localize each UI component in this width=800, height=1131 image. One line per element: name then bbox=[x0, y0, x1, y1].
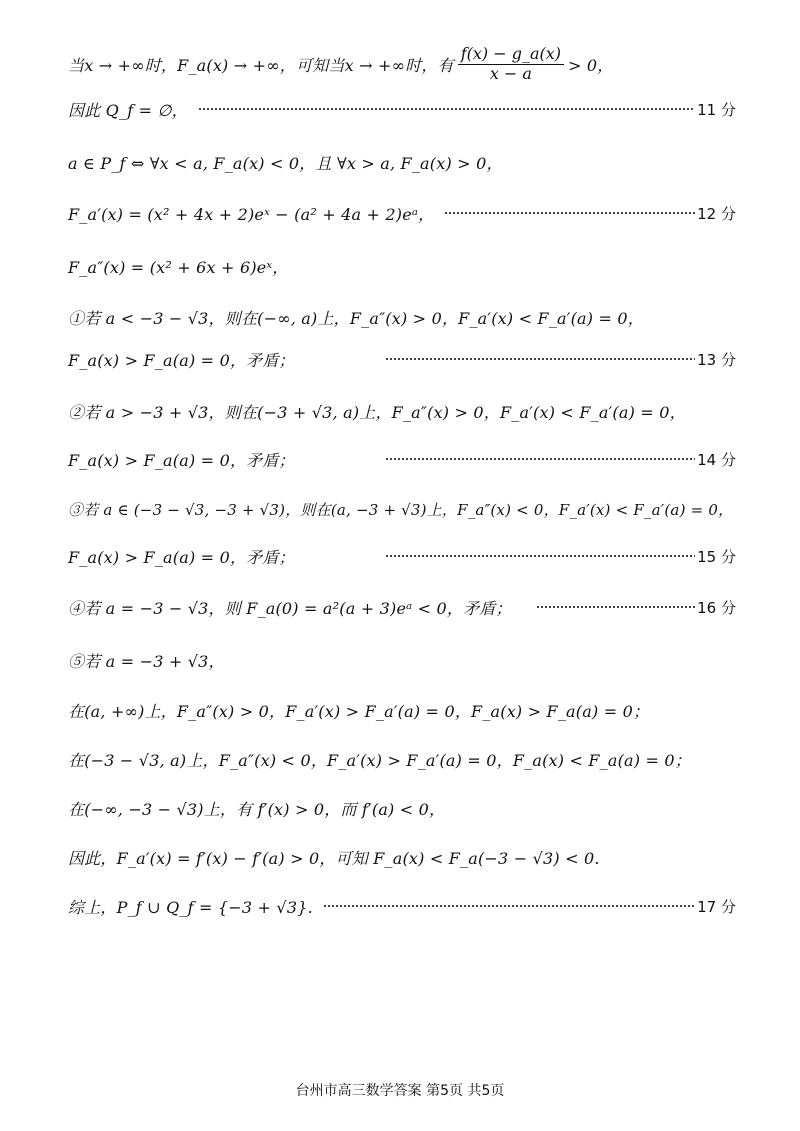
line-6 bbox=[68, 302, 736, 332]
line-12-text: ④若 a = −3 − √3，则 F_a(0) = a²(a + 3)eᵃ < 0，矛盾； bbox=[68, 598, 512, 618]
leader-dots bbox=[444, 212, 695, 214]
fraction-denominator: x − a bbox=[489, 63, 532, 83]
line-17 bbox=[68, 842, 736, 872]
line-13 bbox=[68, 645, 736, 675]
score-mark: 14 分 bbox=[697, 450, 736, 469]
line-15-text: 在(−3 − √3, a)上，F_a″(x) < 0，F_a′(x) > F_a′(a) = 0，F_a(x) < F_a(a) = 0； bbox=[68, 750, 691, 770]
line-14 bbox=[68, 695, 736, 725]
score-mark: 13 分 bbox=[697, 350, 736, 369]
line-5 bbox=[68, 251, 736, 281]
line-7-text: F_a(x) > F_a(a) = 0，矛盾； bbox=[68, 350, 295, 370]
leader-dots bbox=[536, 606, 695, 608]
line-15 bbox=[68, 744, 736, 774]
line-18-text: 综上，P_f ∪ Q_f = {−3 + √3}. bbox=[68, 897, 313, 917]
line-9 bbox=[68, 444, 736, 474]
fraction-numerator: f(x) − g_a(x) bbox=[458, 45, 564, 64]
line-1-text: 当x → +∞时，F_a(x) → +∞，可知当x → +∞时，有 bbox=[68, 55, 454, 75]
line-3 bbox=[68, 147, 736, 177]
line-2 bbox=[68, 94, 736, 124]
score-mark: 12 分 bbox=[697, 204, 736, 223]
line-6-text: ①若 a < −3 − √3，则在(−∞, a)上，F_a″(x) > 0，F_a′(x) < F_a′(a) = 0， bbox=[68, 308, 644, 328]
line-11 bbox=[68, 541, 736, 571]
line-4 bbox=[68, 198, 736, 228]
score-mark: 17 分 bbox=[697, 897, 736, 916]
line-18 bbox=[68, 891, 736, 921]
line-1-fraction bbox=[458, 45, 564, 83]
leader-dots bbox=[385, 555, 695, 557]
line-8-text: ②若 a > −3 + √3，则在(−3 + √3, a)上，F_a″(x) > 0，F_a′(x) < F_a′(a) = 0， bbox=[68, 402, 686, 422]
line-11-text: F_a(x) > F_a(a) = 0，矛盾； bbox=[68, 547, 295, 567]
line-9-text: F_a(x) > F_a(a) = 0，矛盾； bbox=[68, 450, 295, 470]
line-10 bbox=[68, 494, 736, 524]
line-1-tail: > 0， bbox=[568, 55, 614, 75]
line-1 bbox=[68, 44, 736, 84]
line-5-text: F_a″(x) = (x² + 6x + 6)eˣ， bbox=[68, 257, 289, 277]
score-mark: 15 分 bbox=[697, 547, 736, 566]
line-2-text: 因此 Q_f = ∅， bbox=[68, 100, 188, 120]
line-14-text: 在(a, +∞)上，F_a″(x) > 0，F_a′(x) > F_a′(a) = 0，F_a(x) > F_a(a) = 0； bbox=[68, 701, 650, 721]
leader-dots bbox=[385, 458, 695, 460]
line-16 bbox=[68, 793, 736, 823]
line-3-text: a ∈ P_f ⇔ ∀x < a, F_a(x) < 0，且 ∀x > a, F_a(x) > 0， bbox=[68, 153, 503, 173]
score-mark: 16 分 bbox=[697, 598, 736, 617]
page-footer: 台州市高三数学答案 第5页 共5页 bbox=[295, 1083, 505, 1099]
leader-dots bbox=[385, 358, 695, 360]
line-17-text: 因此，F_a′(x) = f′(x) − f′(a) > 0，可知 F_a(x) < F_a(−3 − √3) < 0. bbox=[68, 848, 600, 868]
line-13-text: ⑤若 a = −3 + √3， bbox=[68, 651, 225, 671]
leader-dots bbox=[198, 108, 695, 110]
line-10-text: ③若 a ∈ (−3 − √3, −3 + √3)，则在(a, −3 + √3)上，F_a″(x) < 0，F_a′(x) < F_a′(a) = 0， bbox=[68, 500, 734, 519]
line-4-text: F_a′(x) = (x² + 4x + 2)eˣ − (a² + 4a + 2)eᵃ， bbox=[68, 204, 435, 224]
score-mark: 11 分 bbox=[697, 100, 736, 119]
leader-dots bbox=[323, 905, 695, 907]
line-12 bbox=[68, 592, 736, 622]
line-8 bbox=[68, 396, 736, 426]
line-16-text: 在(−∞, −3 − √3)上，有 f′(x) > 0，而 f′(a) < 0， bbox=[68, 799, 446, 819]
line-7 bbox=[68, 344, 736, 374]
